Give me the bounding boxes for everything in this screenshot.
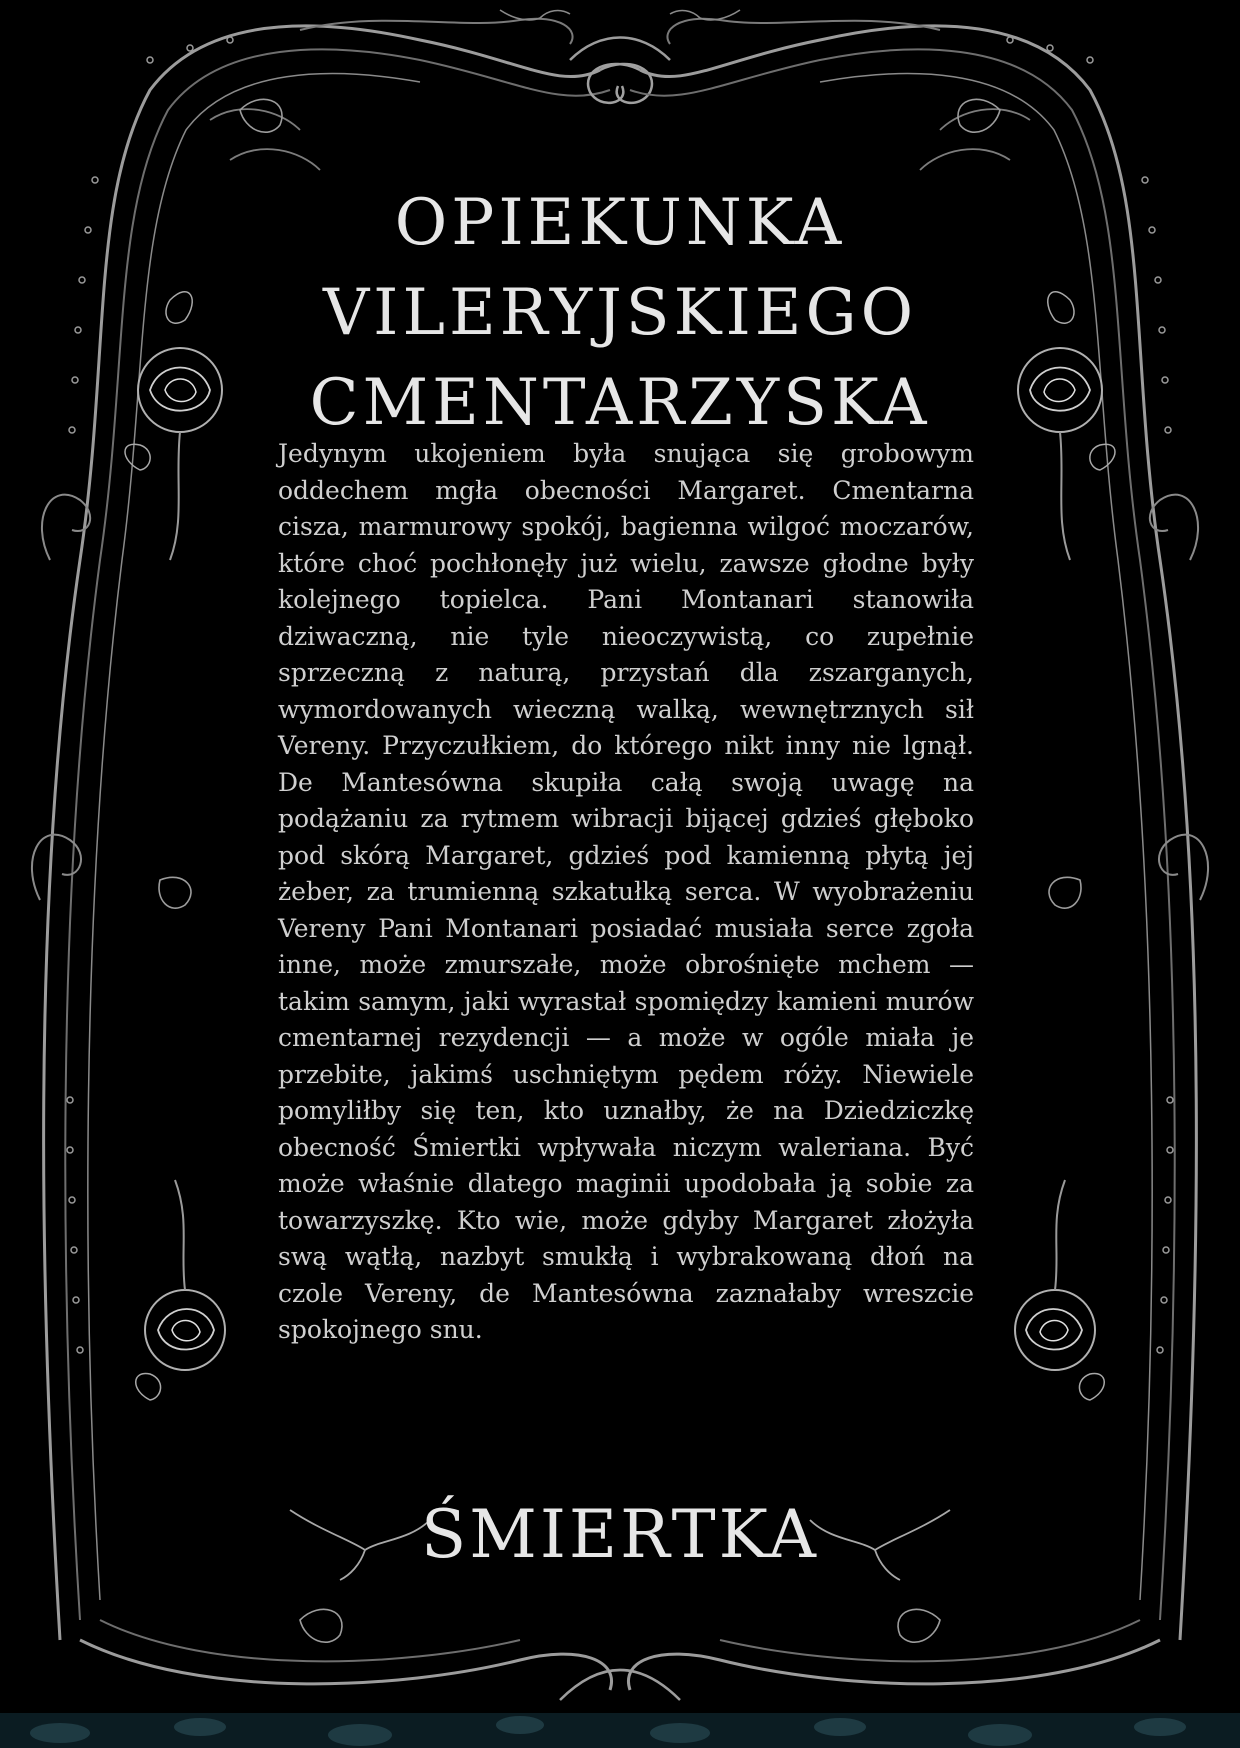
body-paragraph: Jedynym ukojeniem była snująca się grobowym oddechem mgła obecności Margaret. Cmentarna cisza, marmurowy spokój, bagienna wilgoć moczarów, które choć pochłonęły już wielu, zawsze głodne były kolejnego topielca. Pani Montanari stanowiła dziwaczną, nie tyle nieoczywistą, co zupełnie sprzeczną z naturą, przystań dla zszarganych, wymordowanych wieczną walką, wewnętrznych sił Vereny. Przyczułkiem, do którego nikt inny nie lgnął. De Mantesówna skupiła całą swoją uwagę na podążaniu za rytmem wibracji bijącej gdzieś głęboko pod skórą Margaret, gdzieś pod kamienną płytą jej żeber, za trumienną szkatułką serca. W wyobrażeniu Vereny Pani Montanari posiadać musiała serce zgoła inne, może zmurszałe, może obrośnięte mchem — takim samym, jaki wyrastał spomiędzy kamieni murów cmentarnej rezydencji — a może w ogóle miała je przebite, jakimś uschniętym pędem róży. Niewiele pomyliłby się ten, kto uznałby, że na Dziedziczkę obecność Śmiertki wpływała niczym waleriana. Być może właśnie dlatego maginii upodobała ją sobie za towarzyszkę. Kto wie, może gdyby Margaret złożyła swą wątłą, nazbyt smukłą i wybrakowaną dłoń na czole Vereny, de Mantesówna zaznałaby wreszcie spokojnego snu. [278,439,974,1344]
page-title: OPIEKUNKA VILERYJSKIEGO CMENTARZYSKA [309,186,931,440]
swallow-icon [500,10,740,20]
bottom-decorative-band [0,1713,1240,1748]
signature: ŚMIERTKA [421,1496,819,1573]
